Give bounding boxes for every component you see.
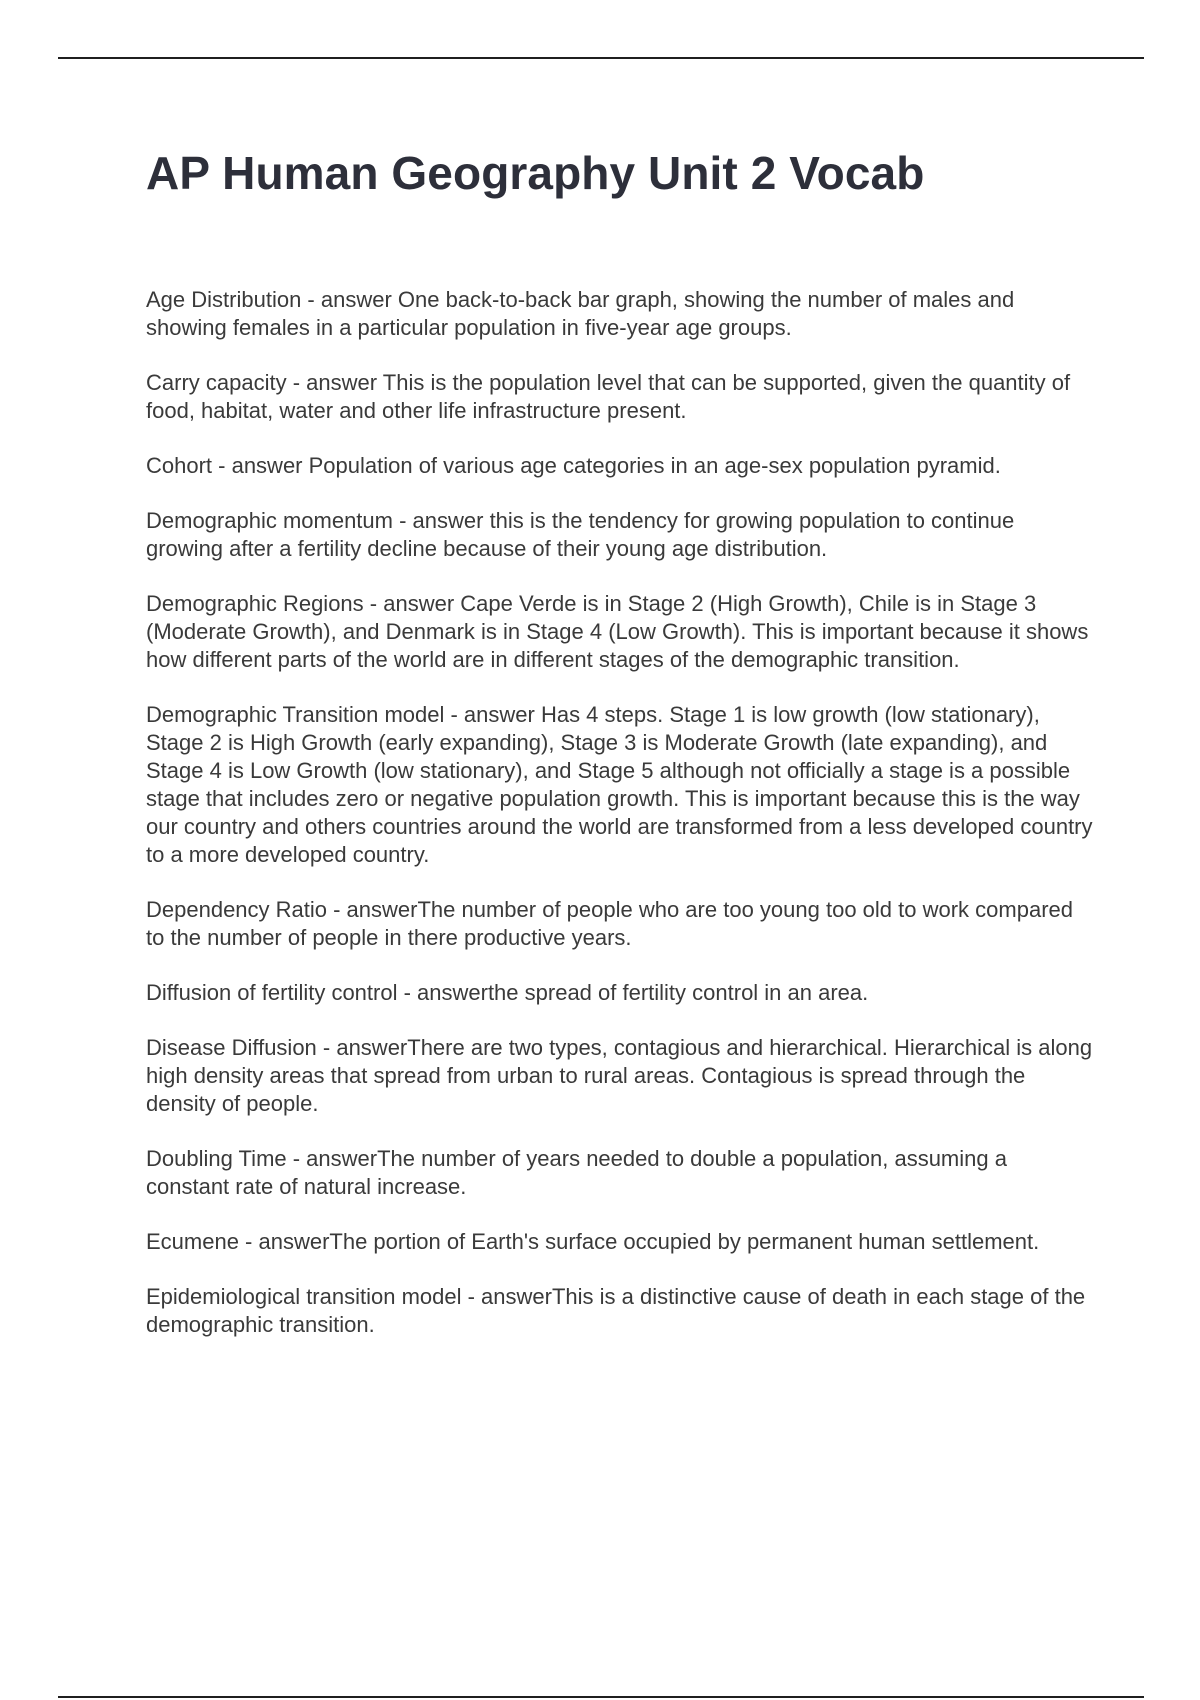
vocab-entry-demographic-momentum: Demographic momentum - answer this is the tendency for growing population to continue growing after a fertility decline because of their young age distribution. bbox=[146, 508, 1015, 561]
vocab-entry-diffusion-of-fertility-control: Diffusion of fertility control - answerthe spread of fertility control in an area. bbox=[146, 980, 869, 1005]
document-body bbox=[146, 140, 1096, 1366]
vocab-entry-dependency-ratio: Dependency Ratio - answerThe number of people who are too young too old to work compared to the number of people in there productive years. bbox=[146, 897, 1073, 950]
page-title: AP Human Geography Unit 2 Vocab bbox=[146, 147, 925, 199]
vocab-entry-ecumene: Ecumene - answerThe portion of Earth's surface occupied by permanent human settlement. bbox=[146, 1229, 1040, 1254]
vocab-entry-cohort: Cohort - answer Population of various age categories in an age-sex population pyramid. bbox=[146, 453, 1001, 478]
vocab-entry-demographic-transition-model: Demographic Transition model - answer Has 4 steps. Stage 1 is low growth (low stationary), Stage 2 is High Growth (early expanding), Stage 3 is Moderate Growth (late expanding), and Stage 4 is Low Growth (low stationary), and Stage 5 although not officially a stage is a possible stage that includes zero or negative population growth. This is important because this is the way our country and others countries around the world are transformed from a less developed country to a more developed country. bbox=[146, 702, 1093, 867]
vocab-list bbox=[146, 286, 1096, 1339]
bottom-rule bbox=[58, 1696, 1144, 1698]
vocab-entry-epidemiological-transition-model: Epidemiological transition model - answerThis is a distinctive cause of death in each stage of the demographic transition. bbox=[146, 1284, 1086, 1337]
top-rule bbox=[58, 57, 1144, 59]
vocab-entry-doubling-time: Doubling Time - answerThe number of years needed to double a population, assuming a constant rate of natural increase. bbox=[146, 1146, 1007, 1199]
vocab-entry-age-distribution: Age Distribution - answer One back-to-back bar graph, showing the number of males and showing females in a particular population in five-year age groups. bbox=[146, 287, 1015, 340]
vocab-entry-demographic-regions: Demographic Regions - answer Cape Verde is in Stage 2 (High Growth), Chile is in Stage 3 (Moderate Growth), and Denmark is in Stage 4 (Low Growth). This is important because it shows how different parts of the world are in different stages of the demographic transition. bbox=[146, 591, 1089, 672]
vocab-entry-disease-diffusion: Disease Diffusion - answerThere are two types, contagious and hierarchical. Hierarchical is along high density areas that spread from urban to rural areas. Contagious is spread through the density of people. bbox=[146, 1035, 1093, 1116]
vocab-entry-carry-capacity: Carry capacity - answer This is the population level that can be supported, given the quantity of food, habitat, water and other life infrastructure present. bbox=[146, 370, 1071, 423]
